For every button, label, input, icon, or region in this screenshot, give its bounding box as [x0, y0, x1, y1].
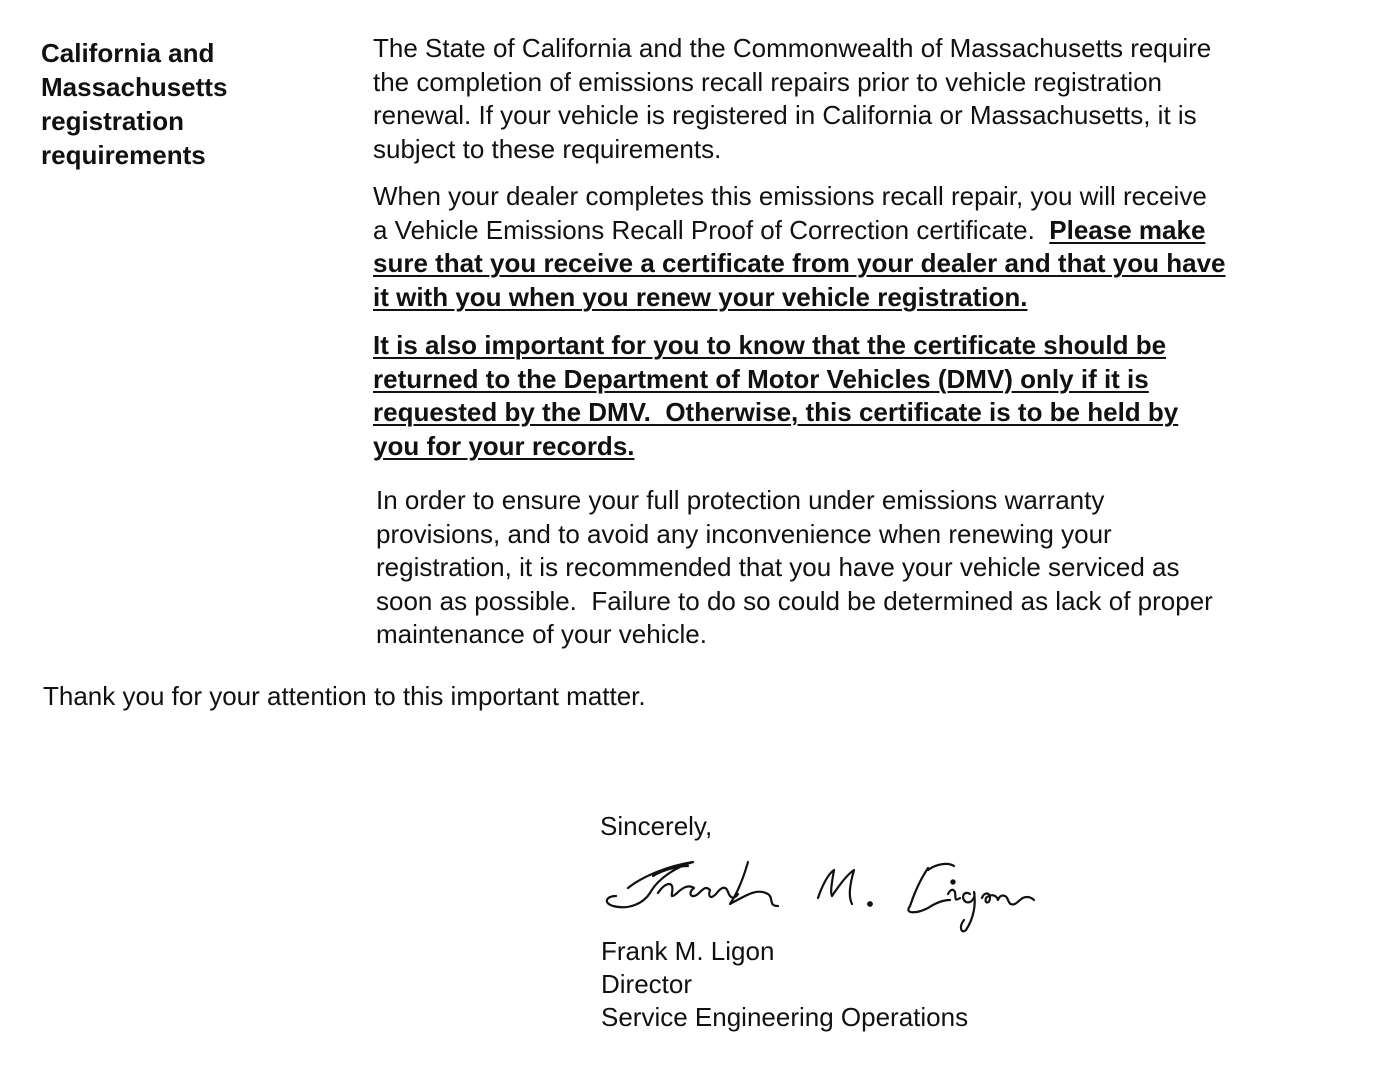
closing-salutation: Sincerely, — [600, 811, 713, 841]
emphasis-line: you for your records. — [373, 430, 635, 461]
section-heading — [41, 36, 341, 172]
paragraph-line: subject to these requirements. — [373, 133, 722, 164]
signer-department: Service Engineering Operations — [601, 1002, 969, 1032]
paragraph-text: a Vehicle Emissions Recall Proof of Correction certificate. — [373, 214, 1050, 245]
paragraph-line: registration, it is recommended that you have your vehicle serviced as — [376, 552, 1180, 582]
emphasis-line: returned to the Department of Motor Vehicles (DMV) only if it is — [373, 363, 1149, 394]
emphasis-line: it with you when you renew your vehicle registration. — [373, 281, 1028, 312]
signer-name: Frank M. Ligon — [601, 936, 775, 966]
signer-block — [601, 935, 968, 1034]
handwritten-signature — [598, 848, 1038, 938]
paragraph-line: The State of California and the Commonwealth of Massachusetts require — [373, 33, 1212, 63]
paragraph-certificate — [373, 180, 1226, 314]
emphasis-line: requested by the DMV. Otherwise, this certificate is to be held by — [373, 397, 1179, 427]
paragraph-line: provisions, and to avoid any inconvenience when renewing your — [376, 518, 1112, 549]
paragraph-requirements — [373, 32, 1211, 166]
section-heading-line: registration — [41, 106, 185, 136]
emphasis-line: sure that you receive a certificate from your dealer and that you have — [373, 248, 1226, 278]
thanks-line: Thank you for your attention to this important matter. — [43, 681, 646, 711]
section-heading-line: requirements — [41, 140, 206, 170]
paragraph-line: soon as possible. Failure to do so could be determined as lack of proper — [376, 585, 1213, 616]
paragraph-line: the completion of emissions recall repairs prior to vehicle registration — [373, 66, 1163, 97]
paragraph-line: maintenance of your vehicle. — [376, 619, 707, 649]
paragraph-line: renewal. If your vehicle is registered in California or Massachusetts, it is — [373, 100, 1197, 130]
emphasis-line: It is also important for you to know that the certificate should be — [373, 330, 1167, 360]
paragraph-warranty — [376, 484, 1213, 652]
paragraph-line: In order to ensure your full protection under emissions warranty — [376, 485, 1105, 515]
section-heading-line: Massachusetts — [41, 72, 228, 102]
signer-title: Director — [601, 969, 693, 999]
section-heading-line: California and — [41, 38, 215, 68]
emphasis-text: Please make — [1049, 214, 1206, 245]
paragraph-line-mixed — [373, 214, 1226, 248]
paragraph-line: When your dealer completes this emissions recall repair, you will receive — [373, 181, 1207, 211]
paragraph-dmv-notice — [373, 329, 1178, 463]
